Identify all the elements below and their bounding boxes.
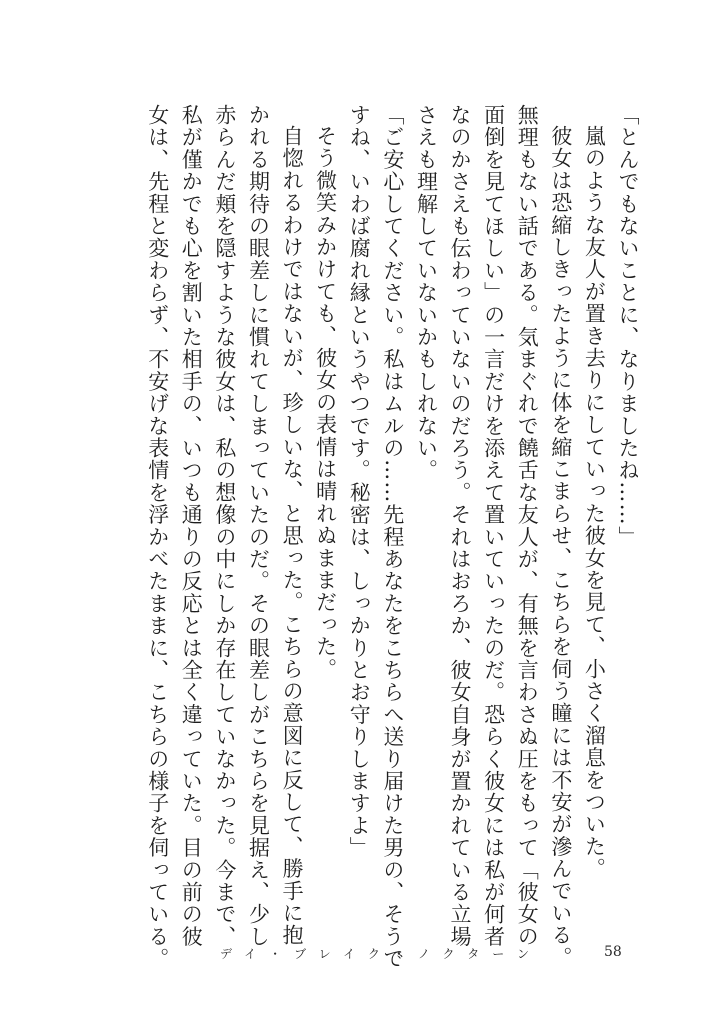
text-line-15: 女は、先程と変わらず、不安げな表情を浮かべたままに、こちらの様子を伺っている。: [145, 104, 170, 970]
text-line-14: 私が僅かでも心を割いた相手の、いつも通りの反応とは全く違っていた。目の前の彼: [179, 104, 204, 948]
text-line-2: 嵐のような友人が置き去りにしていった彼女を見て、小さく溜息をついた。: [582, 125, 607, 880]
text-line-9: すね、いわば腐れ縁というやつです。秘密は、しっかりとお守りしますよ」: [347, 104, 372, 859]
text-line-7: さえも理解していないかもしれない。: [414, 104, 439, 482]
text-line-6: なのかさえも伝わっていないのだろう。それはおろか、彼女自身が置かれている立場: [448, 104, 473, 948]
text-line-10: そう微笑みかけても、彼女の表情は晴れぬままだった。: [313, 125, 338, 680]
running-title: デイ・ブレイク・ノクターン: [220, 947, 543, 961]
text-line-11: 自惚れるわけではないが、珍しいな、と思った。こちらの意図に反して、勝手に抱: [280, 125, 305, 947]
page-number: 58: [604, 944, 622, 960]
text-line-3: 彼女は恐縮しきったように体を縮こまらせ、こちらを伺う瞳には不安が滲んでいる。: [548, 125, 573, 969]
text-line-1: 「とんでもないことに、なりましたね……」: [616, 104, 640, 548]
text-line-5: 面倒を見てほしい」の一言だけを添えて置いていったのだ。恐らく彼女には私が何者: [481, 104, 506, 948]
text-line-4: 無理もない話である。気まぐれで饒舌な友人が、有無を言わさぬ圧をもって「彼女の: [515, 104, 540, 948]
text-line-13: 赤らんだ頬を隠すような彼女は、私の想像の中にしか存在していなかった。今まで、: [212, 104, 237, 948]
text-line-8: 「ご安心してください。私はムルの……先程あなたをこちらへ送り届けた男の、そうで: [380, 104, 405, 970]
text-line-12: かれる期待の眼差しに慣れてしまっていたのだ。その眼差しがこちらを見据え、少し: [246, 104, 271, 948]
